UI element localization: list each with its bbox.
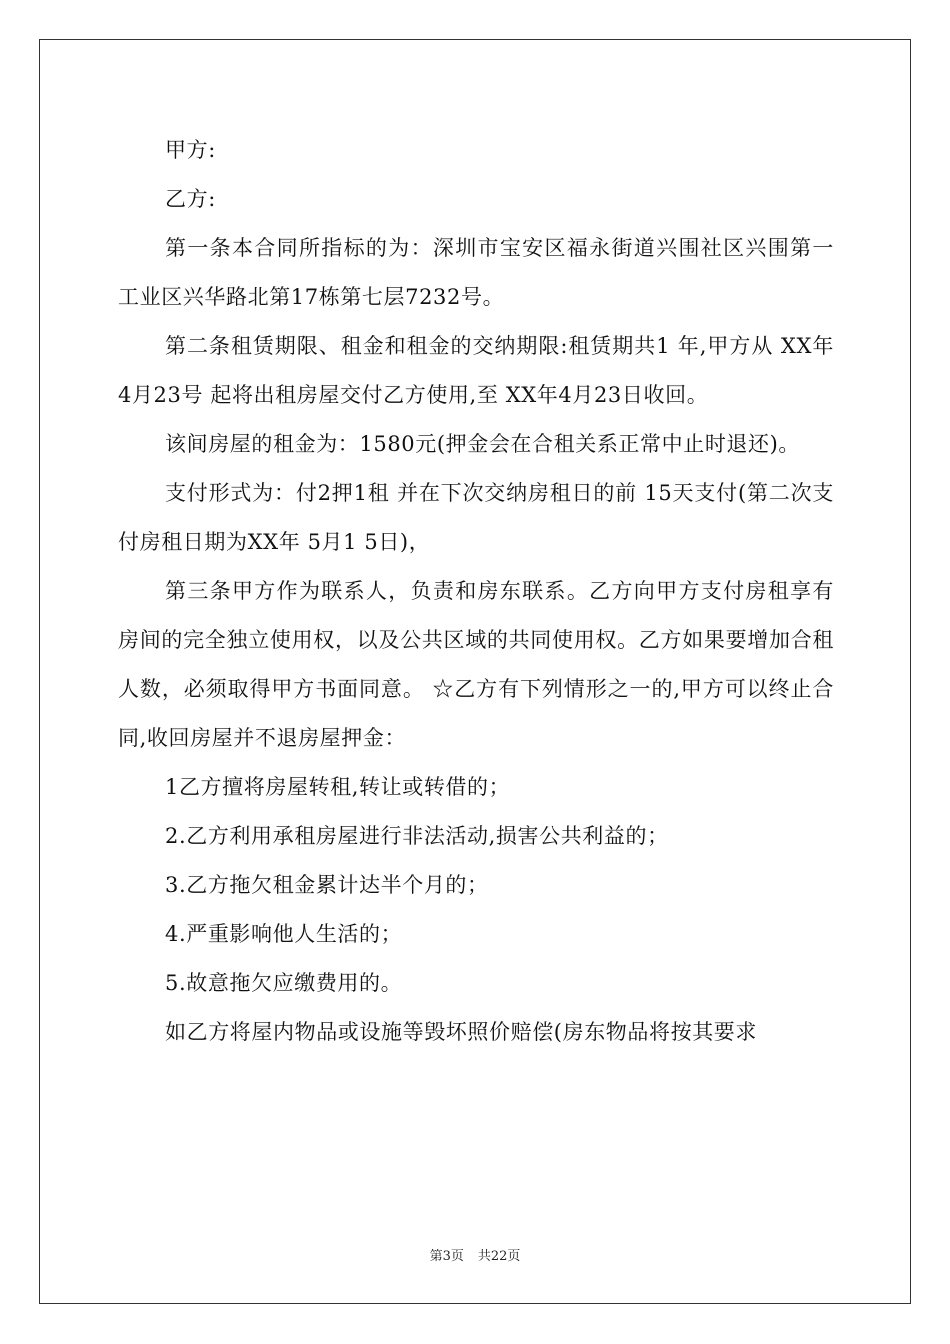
contract-body — [118, 126, 834, 1057]
rent-amount-paragraph: 该间房屋的租金为：1580元(押金会在合租关系正常中止时退还)。 — [165, 432, 801, 456]
article-2-paragraph: 第二条租赁期限、租金和租金的交纳期限:租赁期共1 年,甲方从 XX年4月23号 起将出租房屋交付乙方使用,至 XX年4月23日收回。 — [118, 334, 834, 407]
damage-compensation-paragraph: 如乙方将屋内物品或设施等毁坏照价赔偿(房东物品将按其要求 — [165, 1020, 757, 1044]
termination-item-2: 2.乙方利用承租房屋进行非法活动,损害公共利益的； — [165, 824, 669, 848]
page-number: 第3页 — [429, 1249, 464, 1264]
party-a-line: 甲方: — [165, 138, 216, 162]
termination-item-3: 3.乙方拖欠租金累计达半个月的； — [165, 873, 489, 897]
payment-method-paragraph: 支付形式为：付2押1租 并在下次交纳房租日的前 15天支付(第二次支付房租日期为XX年 5月1 5日)， — [118, 481, 834, 554]
termination-item-1: 1乙方擅将房屋转租,转让或转借的； — [165, 775, 511, 799]
article-1-paragraph: 第一条本合同所指标的为：深圳市宝安区福永街道兴围社区兴围第一工业区兴华路北第17栋第七层7232号。 — [118, 236, 834, 309]
page-footer — [0, 1248, 950, 1266]
article-3-paragraph: 第三条甲方作为联系人，负责和房东联系。乙方向甲方支付房租享有房间的完全独立使用权，以及公共区域的共同使用权。乙方如果要增加合租人数，必须取得甲方书面同意。 ☆乙方有下列情形之一的,甲方可以终止合同,收回房屋并不退房屋押金： — [118, 579, 834, 750]
termination-item-5: 5.故意拖欠应缴费用的。 — [165, 971, 403, 995]
termination-item-4: 4.严重影响他人生活的； — [165, 922, 403, 946]
party-b-line: 乙方: — [165, 187, 216, 211]
page-total: 共22页 — [477, 1249, 521, 1264]
